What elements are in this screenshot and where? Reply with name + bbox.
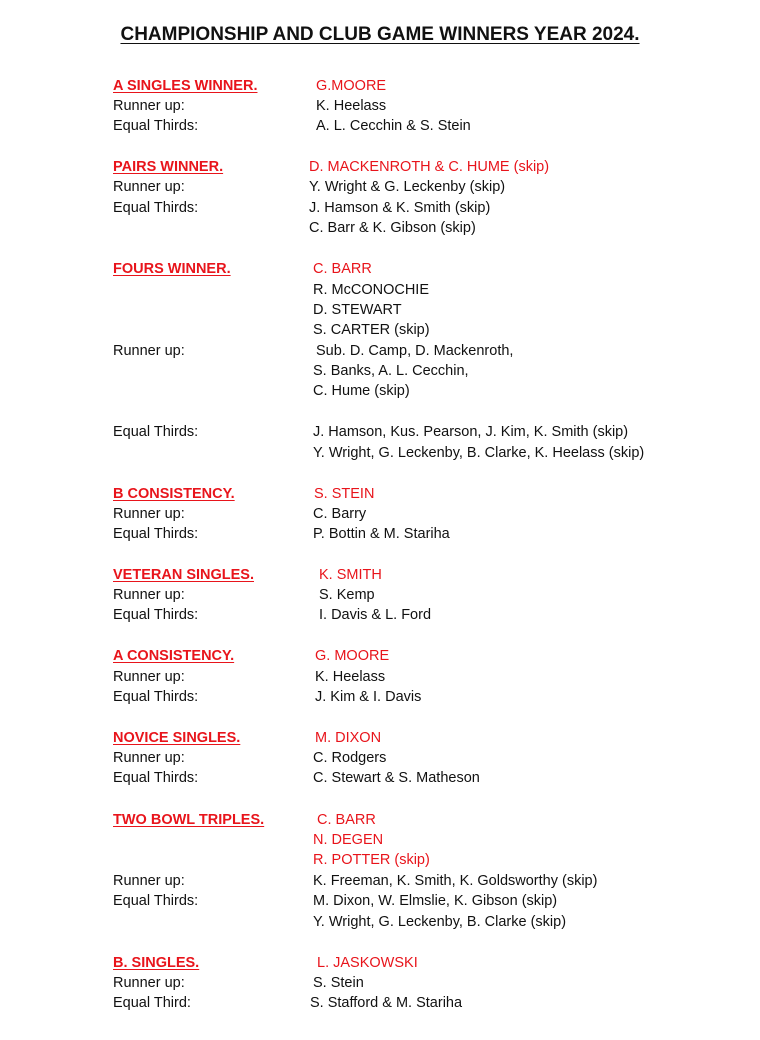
entry-label: Equal Thirds: — [113, 424, 199, 440]
entry-row — [0, 280, 760, 300]
entry-label: Runner up: — [113, 98, 185, 114]
winner-name: G. MOORE — [315, 648, 390, 664]
entry-label: Equal Thirds: — [113, 893, 199, 909]
entry-row — [0, 871, 760, 891]
section-row — [0, 728, 760, 748]
entry-value: Sub. D. Camp, D. Mackenroth, — [316, 343, 514, 359]
section-heading: NOVICE SINGLES. — [113, 730, 241, 746]
section-heading: B. SINGLES. — [113, 955, 200, 971]
entry-row — [0, 381, 760, 401]
entry-label: Equal Thirds: — [113, 689, 199, 705]
section-heading: B CONSISTENCY. — [113, 486, 235, 502]
entry-row — [0, 768, 760, 788]
entry-row — [0, 300, 760, 320]
entry-label: Equal Thirds: — [113, 607, 199, 623]
entry-value: A. L. Cecchin & S. Stein — [316, 118, 471, 134]
section-row — [0, 646, 760, 666]
entry-label: Equal Thirds: — [113, 200, 199, 216]
winner-name: D. MACKENROTH & C. HUME (skip) — [309, 159, 550, 175]
entry-value: M. Dixon, W. Elmslie, K. Gibson (skip) — [313, 893, 558, 909]
entry-value: C. Hume (skip) — [313, 383, 410, 399]
entry-label: Runner up: — [113, 179, 185, 195]
entry-row — [0, 667, 760, 687]
entry-value: S. CARTER (skip) — [313, 322, 430, 338]
entry-label: Runner up: — [113, 975, 185, 991]
entry-value: R. McCONOCHIE — [313, 282, 429, 298]
entry-value: C. Barr & K. Gibson (skip) — [309, 220, 476, 236]
entry-value: C. Barry — [313, 506, 367, 522]
page-title: CHAMPIONSHIP AND CLUB GAME WINNERS YEAR 2024. — [120, 24, 640, 45]
winner-name: L. JASKOWSKI — [317, 955, 418, 971]
winner-name: C. BARR — [317, 812, 376, 828]
section-row — [0, 484, 760, 504]
section-heading: FOURS WINNER. — [113, 261, 231, 277]
entry-row — [0, 443, 760, 463]
entry-value: J. Hamson, Kus. Pearson, J. Kim, K. Smith (skip) — [313, 424, 629, 440]
entry-row — [0, 748, 760, 768]
entry-label: Equal Thirds: — [113, 770, 199, 786]
entry-row — [0, 605, 760, 625]
entry-label: Runner up: — [113, 669, 185, 685]
entry-value: P. Bottin & M. Stariha — [313, 526, 450, 542]
entry-value: D. STEWART — [313, 302, 402, 318]
entry-label: Equal Third: — [113, 995, 191, 1011]
entry-label: Runner up: — [113, 343, 185, 359]
entry-value: K. Heelass — [315, 669, 386, 685]
entry-label: Runner up: — [113, 873, 185, 889]
entry-row — [0, 830, 760, 850]
entry-row — [0, 320, 760, 340]
entry-row — [0, 218, 760, 238]
entry-value: N. DEGEN — [313, 832, 384, 848]
entry-value: C. Rodgers — [313, 750, 387, 766]
entry-value: I. Davis & L. Ford — [319, 607, 432, 623]
entry-value: J. Kim & I. Davis — [315, 689, 422, 705]
entry-label: Runner up: — [113, 506, 185, 522]
entry-value: S. Stein — [313, 975, 364, 991]
section-heading: VETERAN SINGLES. — [113, 567, 254, 583]
entry-row — [0, 891, 760, 911]
entry-row — [0, 341, 760, 361]
section-row — [0, 953, 760, 973]
entry-row — [0, 524, 760, 544]
entry-value: R. POTTER (skip) — [313, 852, 430, 868]
winner-name: K. SMITH — [319, 567, 382, 583]
entry-value: S. Banks, A. L. Cecchin, — [313, 363, 469, 379]
entry-value: Y. Wright, G. Leckenby, B. Clarke (skip) — [313, 914, 567, 930]
entry-row — [0, 177, 760, 197]
entry-value: S. Kemp — [319, 587, 375, 603]
entry-value: C. Stewart & S. Matheson — [313, 770, 480, 786]
entry-row — [0, 361, 760, 381]
entry-row — [0, 687, 760, 707]
section-row — [0, 157, 760, 177]
section-row — [0, 259, 760, 279]
entry-row — [0, 422, 760, 442]
entry-label: Equal Thirds: — [113, 118, 199, 134]
section-heading: PAIRS WINNER. — [113, 159, 224, 175]
section-heading: A CONSISTENCY. — [113, 648, 235, 664]
winner-name: M. DIXON — [315, 730, 382, 746]
section-row — [0, 565, 760, 585]
entry-row — [0, 96, 760, 116]
winner-name: C. BARR — [313, 261, 372, 277]
entry-value: K. Heelass — [316, 98, 387, 114]
winner-name: S. STEIN — [314, 486, 375, 502]
entry-value: J. Hamson & K. Smith (skip) — [309, 200, 491, 216]
entry-row — [0, 504, 760, 524]
entry-row — [0, 198, 760, 218]
entry-label: Equal Thirds: — [113, 526, 199, 542]
section-row — [0, 76, 760, 96]
entry-row — [0, 585, 760, 605]
section-row — [0, 810, 760, 830]
entry-value: Y. Wright, G. Leckenby, B. Clarke, K. Heelass (skip) — [313, 445, 645, 461]
section-heading: A SINGLES WINNER. — [113, 78, 258, 94]
entry-value: S. Stafford & M. Stariha — [310, 995, 463, 1011]
entry-value: Y. Wright & G. Leckenby (skip) — [309, 179, 506, 195]
entry-row — [0, 912, 760, 932]
winner-name: G.MOORE — [316, 78, 387, 94]
entry-row — [0, 993, 760, 1013]
entry-label: Runner up: — [113, 587, 185, 603]
entry-row — [0, 116, 760, 136]
entry-label: Runner up: — [113, 750, 185, 766]
entry-row — [0, 850, 760, 870]
section-heading: TWO BOWL TRIPLES. — [113, 812, 265, 828]
entry-value: K. Freeman, K. Smith, K. Goldsworthy (skip) — [313, 873, 598, 889]
entry-row — [0, 973, 760, 993]
